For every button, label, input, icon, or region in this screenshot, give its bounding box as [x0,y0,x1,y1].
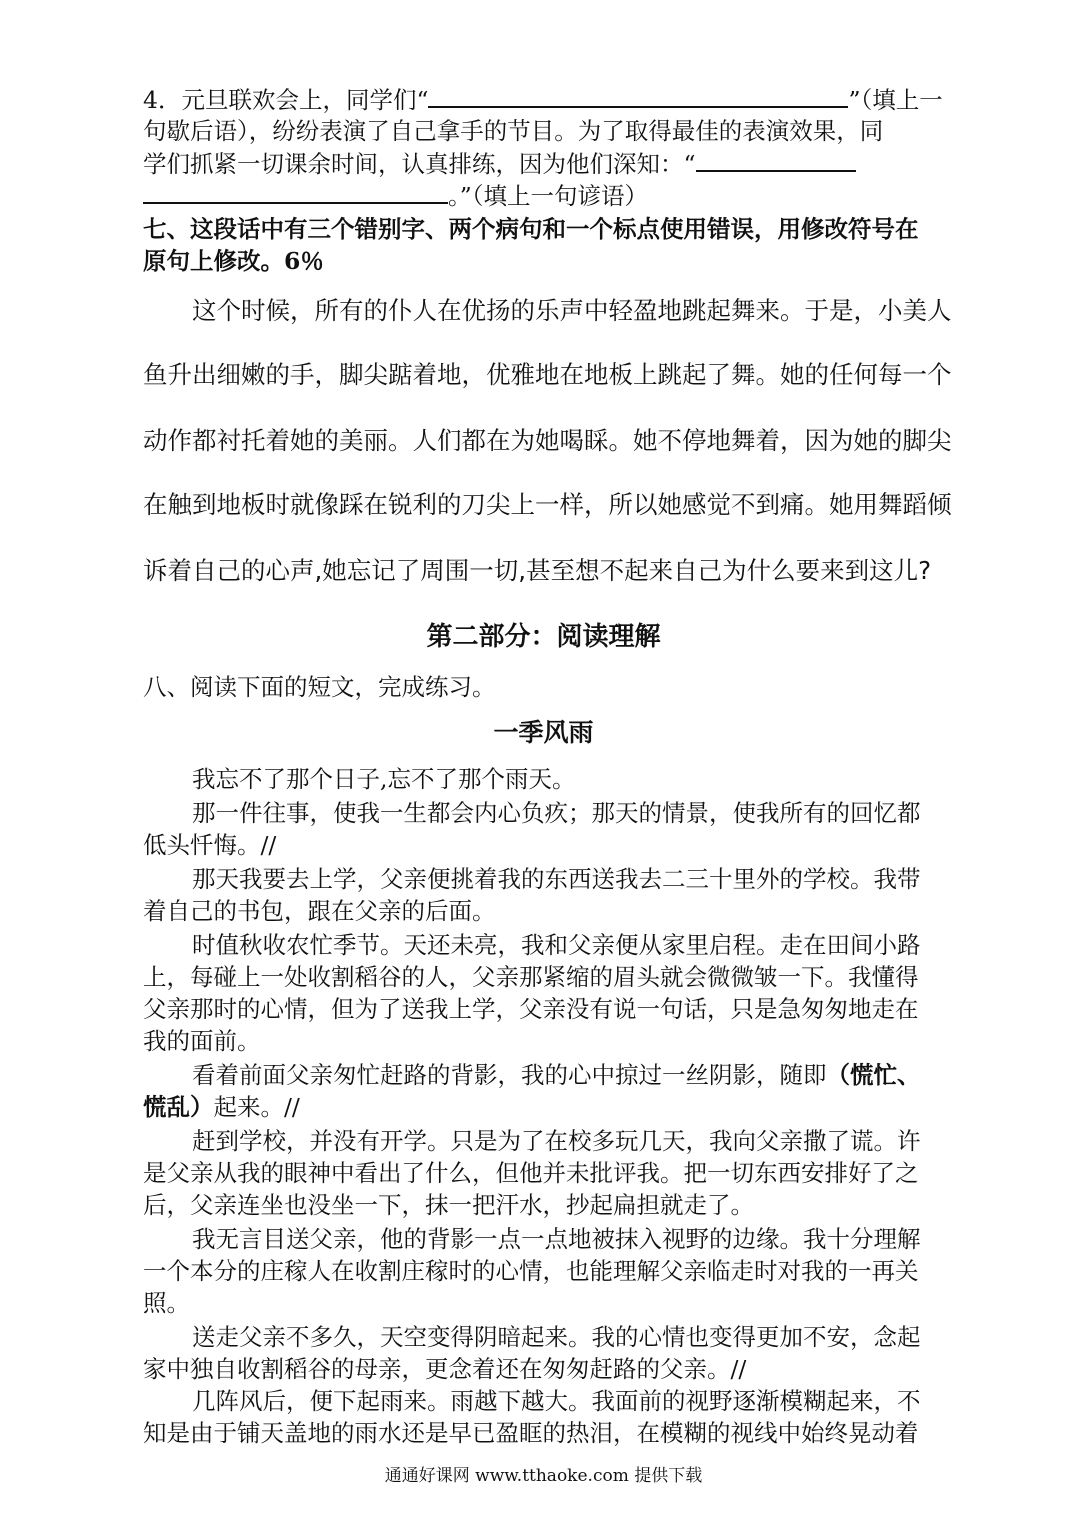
passage-line: 动作都衬托着她的美丽。人们都在为她喝睬。她不停地舞着，因为她的脚尖 [143,426,952,455]
q8-instruction: 八、阅读下面的短文，完成练习。 [143,673,496,701]
story-line: 送走父亲不多久，天空变得阴暗起来。我的心情也变得更加不安，念起 [192,1323,921,1351]
story-line: 照。 [143,1289,190,1317]
story-line: 几阵风后，便下起雨来。雨越下越大。我面前的视野逐渐模糊起来，不 [192,1387,921,1415]
passage-line: 鱼升出细嫩的手，脚尖踮着地，优雅地在地板上跳起了舞。她的任何每一个 [143,360,952,389]
story-line: 时值秋收农忙季节。天还未亮，我和父亲便从家里启程。走在田间小路 [192,931,921,959]
story-line: 一个本分的庄稼人在收割庄稼时的心情，也能理解父亲临走时对我的一再关 [143,1257,919,1285]
story-line: 那一件往事，使我一生都会内心负疚；那天的情景，使我所有的回忆都 [192,799,921,827]
story-line [192,1060,972,1090]
story-line: 父亲那时的心情，但为了送我上学，父亲没有说一句话，只是急匆匆地走在 [143,995,919,1023]
story-line [143,1092,973,1122]
word-choice: 慌乱） [143,1093,214,1121]
passage-line: 在触到地板时就像踩在锐利的刀尖上一样，所以她感觉不到痛。她用舞蹈倾 [143,490,952,519]
story-line: 那天我要去上学，父亲便挑着我的东西送我去二三十里外的学校。我带 [192,865,921,893]
story-line: 我忘不了那个日子,忘不了那个雨天。 [192,765,576,793]
q7-heading: 七、这段话中有三个错别字、两个病句和一个标点使用错误，用修改符号在 [143,215,919,243]
answer-blank[interactable] [696,148,856,172]
story-line: 我无言目送父亲，他的背影一点一点地被抹入视野的边缘。我十分理解 [192,1225,921,1253]
story-text: 起来。// [213,1093,300,1121]
q4-line-3 [143,148,973,179]
page-footer: 通通好课网 www.tthaoke.com 提供下载 [384,1466,703,1486]
q4-line-2: 句歇后语），纷纷表演了自己拿手的节目。为了取得最佳的表演效果，同 [143,117,884,145]
q4-line-4 [143,180,973,211]
story-line: 着自己的书包，跟在父亲的后面。 [143,897,496,925]
story-line: 我的面前。 [143,1027,261,1055]
story-line: 后，父亲连坐也没坐一下，抹一把汗水，抄起扁担就走了。 [143,1191,754,1219]
section-title: 第二部分：阅读理解 [426,622,661,652]
passage-line: 诉着自己的心声,她忘记了周围一切,甚至想不起来自己为什么要来到这儿? [143,556,932,585]
q7-heading-cont: 原句上修改。6％ [143,247,324,275]
word-choice: （慌忙、 [826,1061,921,1089]
answer-blank[interactable] [428,84,848,108]
q4-text: 。”（填上一句谚语） [448,182,649,210]
story-title: 一季风雨 [493,718,594,747]
story-line: 赶到学校，并没有开学。只是为了在校多玩几天，我向父亲撒了谎。许 [192,1127,921,1155]
story-line: 低头忏悔。// [143,831,277,859]
story-text: 看着前面父亲匆忙赶路的背影，我的心中掠过一丝阴影，随即 [192,1061,827,1089]
story-line: 知是由于铺天盖地的雨水还是早已盈眶的热泪，在模糊的视线中始终晃动着 [143,1419,919,1447]
answer-blank[interactable] [143,180,448,204]
story-line: 家中独自收割稻谷的母亲，更念着还在匆匆赶路的父亲。// [143,1355,747,1383]
q4-text: 学们抓紧一切课余时间，认真排练，因为他们深知：“ [143,150,696,178]
q4-text: ”（填上一 [848,86,943,114]
q4-text: 4．元旦联欢会上，同学们“ [143,86,429,114]
story-line: 上，每碰上一处收割稻谷的人，父亲那紧缩的眉头就会微微皱一下。我懂得 [143,963,919,991]
story-line: 是父亲从我的眼神中看出了什么，但他并未批评我。把一切东西安排好了之 [143,1159,919,1187]
q4-line-1 [143,84,973,115]
passage-line: 这个时候，所有的仆人在优扬的乐声中轻盈地跳起舞来。于是，小美人 [192,296,952,325]
